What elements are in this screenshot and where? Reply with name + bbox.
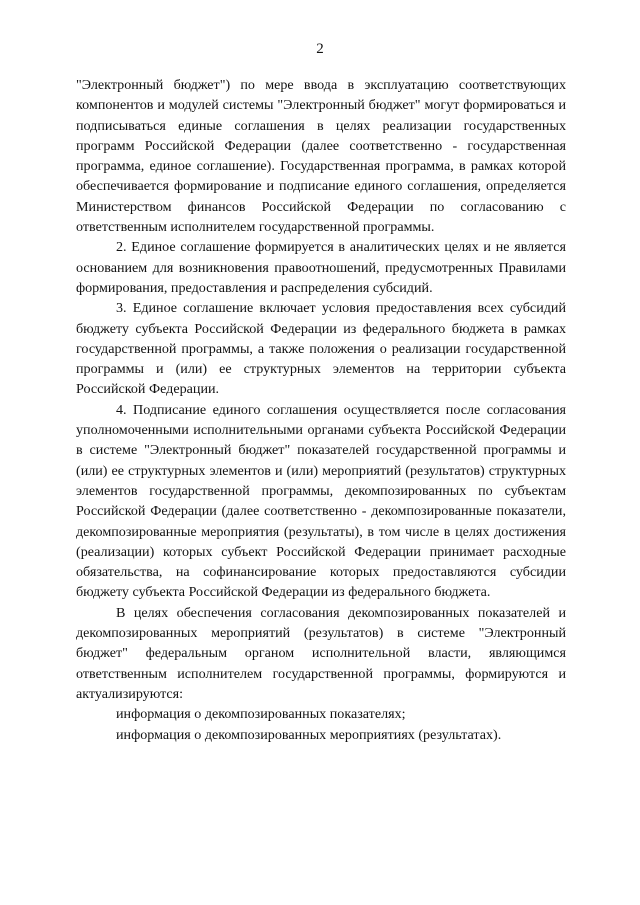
document-body: [76, 75, 566, 745]
paragraph-item-3: 3. Единое соглашение включает условия предоставления всех субсидий бюджету субъекта Российской Федерации из федерального бюджета в рамках государственной программы, а также положения о реализации государственной программы и (или) ее структурных элементов на территории субъекта Российской Федерации.: [76, 300, 566, 398]
list-item-indicators: информация о декомпозированных показателях;: [116, 706, 406, 723]
paragraph-item-2: 2. Единое соглашение формируется в аналитических целях и не является основанием для возникновения правоотношений, предусмотренных Правилами формирования, предоставления и распределения субсидий.: [76, 239, 566, 296]
paragraph-coordination: В целях обеспечения согласования декомпозированных показателей и декомпозированных мероприятий (результатов) в системе "Электронный бюджет" федеральным органом исполнительной власти, являющимся ответственным исполнителем государственной программы, формируются и актуализируются:: [76, 604, 566, 702]
list-item-activities: информация о декомпозированных мероприятиях (результатах).: [116, 726, 502, 743]
paragraph-continuation: "Электронный бюджет") по мере ввода в эксплуатацию соответствующих компонентов и модулей системы "Электронный бюджет" могут формироваться и подписываться единые соглашения в целях реализации государственных программ Российской Федерации (далее соответственно - государственная программа, единое соглашение). Государственная программа, в рамках которой обеспечивается формирование и подписание единого соглашения, определяется Министерством финансов Российской Федерации по согласованию с ответственным исполнителем государственной программы.: [76, 77, 566, 236]
paragraph-item-4: 4. Подписание единого соглашения осуществляется после согласования уполномоченными исполнительными органами субъекта Российской Федерации в системе "Электронный бюджет" показателей государственной программы и (или) ее структурных элементов и (или) мероприятий (результатов) структурных элементов государственной программы, декомпозированных по субъектам Российской Федерации (далее соответственно - декомпозированные показатели, декомпозированные мероприятия (результаты), в том числе в целях достижения (реализации) которых субъект Российской Федерации принимает расходные обязательства, на софинансирование которых предоставляются субсидии бюджету субъекта Российской Федерации из федерального бюджета.: [76, 401, 566, 601]
page-number: 2: [316, 41, 324, 57]
